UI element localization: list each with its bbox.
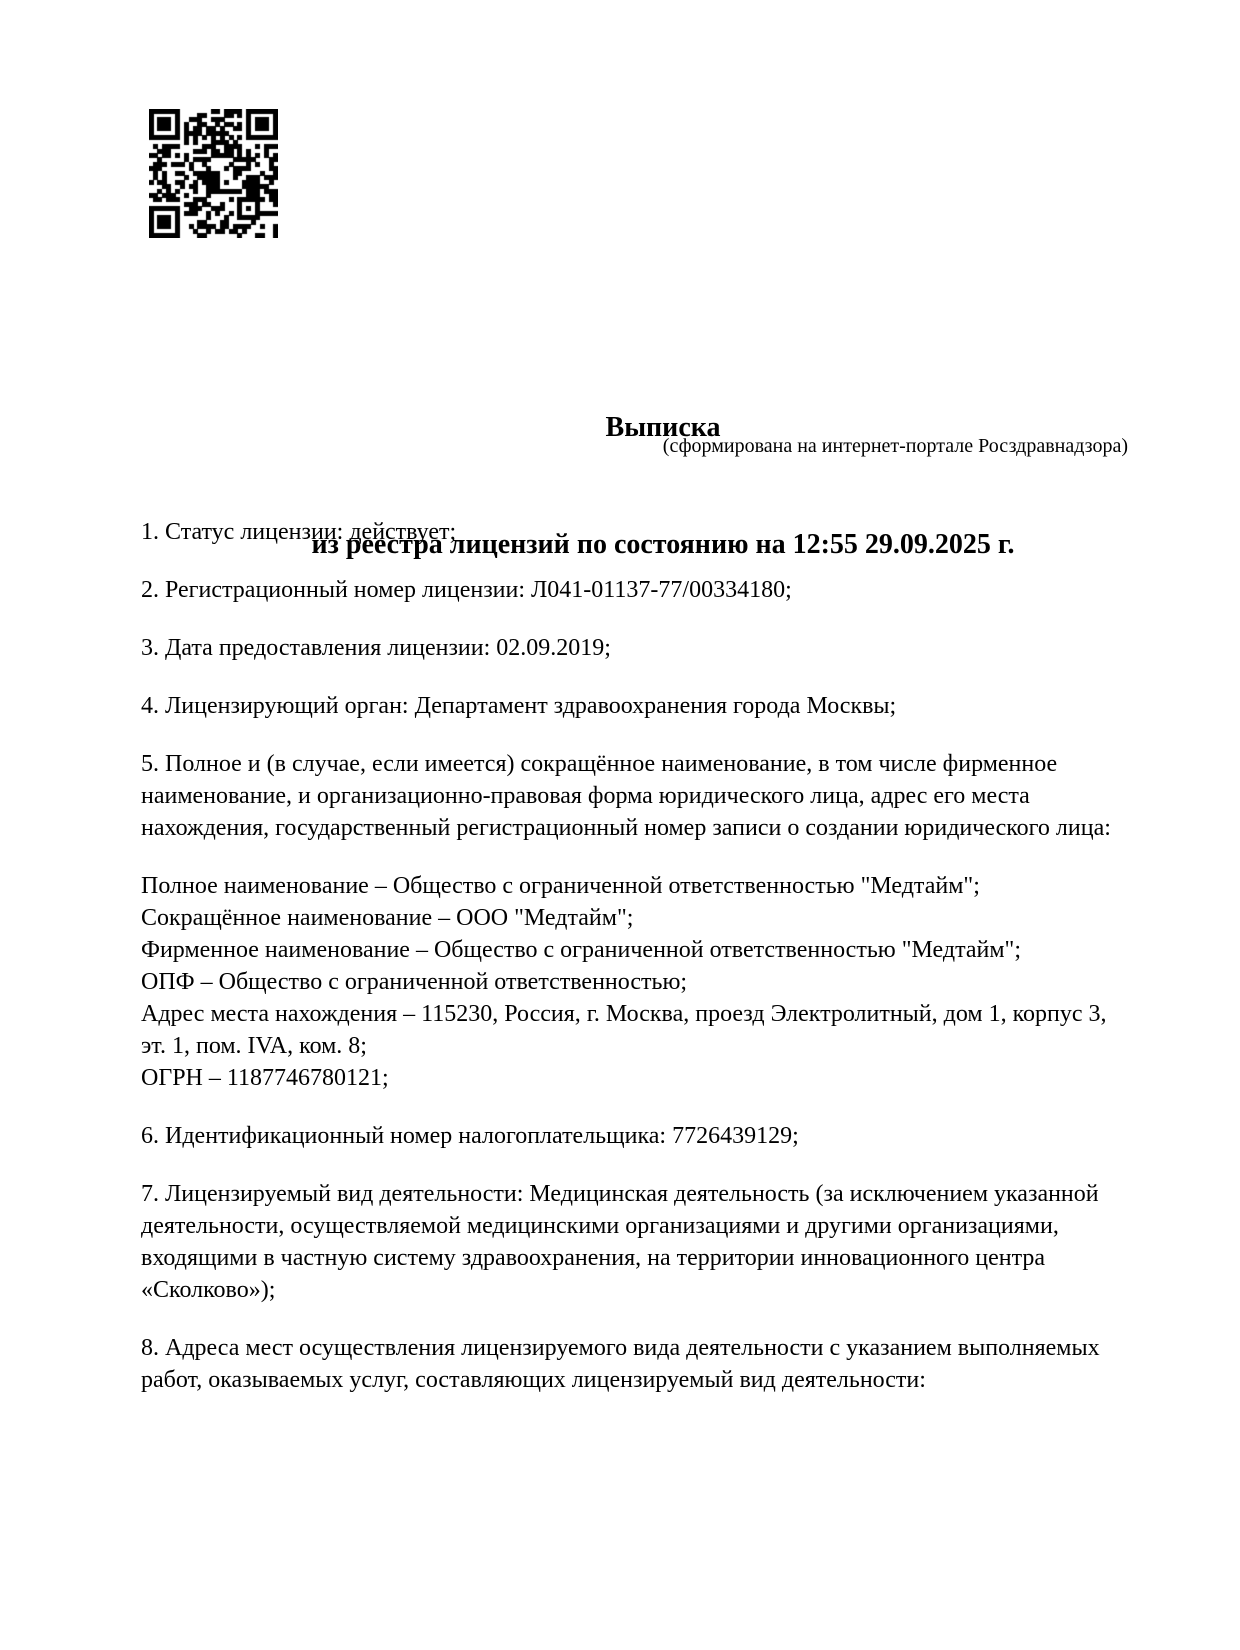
text-line: 1. Статус лицензии: действует; xyxy=(141,519,457,545)
title-line-1: Выписка xyxy=(605,412,721,443)
text-line: «Сколково»); xyxy=(141,1277,276,1303)
text-line: 3. Дата предоставления лицензии: 02.09.2019; xyxy=(141,635,611,661)
text-line: наименование, и организационно-правовая форма юридического лица, адрес его места xyxy=(141,783,1030,809)
item-5-legal-entity-details xyxy=(141,870,1141,1094)
text-line: 5. Полное и (в случае, если имеется) сокращённое наименование, в том числе фирменное xyxy=(141,751,1058,777)
item-6-taxpayer-number xyxy=(141,1120,1141,1152)
text-line: 8. Адреса мест осуществления лицензируемого вида деятельности с указанием выполняемых xyxy=(141,1335,1100,1361)
text-line: ОГРН – 1187746780121; xyxy=(141,1065,389,1091)
text-line: 7. Лицензируемый вид деятельности: Медицинская деятельность (за исключением указанной xyxy=(141,1181,1099,1207)
item-7-licensed-activity xyxy=(141,1178,1141,1306)
text-line: работ, оказываемых услуг, составляющих лицензируемый вид деятельности: xyxy=(141,1367,926,1393)
text-line: деятельности, осуществляемой медицинскими организациями и другими организациями, xyxy=(141,1213,1059,1239)
document-subtitle: (сформирована на интернет-портале Росздравнадзора) xyxy=(662,435,1128,457)
text-line: входящими в частную систему здравоохранения, на территории инновационного центра xyxy=(141,1245,1046,1271)
text-line: Адрес места нахождения – 115230, Россия, г. Москва, проезд Электролитный, дом 1, корпус 3, xyxy=(141,1001,1107,1027)
text-line: ОПФ – Общество с ограниченной ответственностью; xyxy=(141,969,688,995)
title-line-2: из реестра лицензий по состоянию на 12:55 29.09.2025 г. xyxy=(311,529,1015,560)
text-line: Сокращённое наименование – ООО "Медтайм"; xyxy=(141,905,634,931)
qr-code xyxy=(149,109,278,238)
item-5-legal-entity-intro xyxy=(141,748,1141,844)
document-body xyxy=(141,516,1141,1422)
text-line: Полное наименование – Общество с ограниченной ответственностью "Медтайм"; xyxy=(141,873,980,899)
text-line: нахождения, государственный регистрационный номер записи о создании юридического лица: xyxy=(141,815,1111,841)
text-line: 6. Идентификационный номер налогоплательщика: 7726439129; xyxy=(141,1123,799,1149)
item-8-activity-addresses xyxy=(141,1332,1141,1396)
text-line: 4. Лицензирующий орган: Департамент здравоохранения города Москвы; xyxy=(141,693,897,719)
item-3-license-date xyxy=(141,632,1141,664)
text-line: Фирменное наименование – Общество с ограниченной ответственностью "Медтайм"; xyxy=(141,937,1021,963)
item-1-license-status xyxy=(141,516,1141,548)
item-2-registration-number xyxy=(141,574,1141,606)
text-line: 2. Регистрационный номер лицензии: Л041-01137-77/00334180; xyxy=(141,577,792,603)
item-4-licensing-authority xyxy=(141,690,1141,722)
text-line: эт. 1, пом. IVA, ком. 8; xyxy=(141,1033,367,1059)
